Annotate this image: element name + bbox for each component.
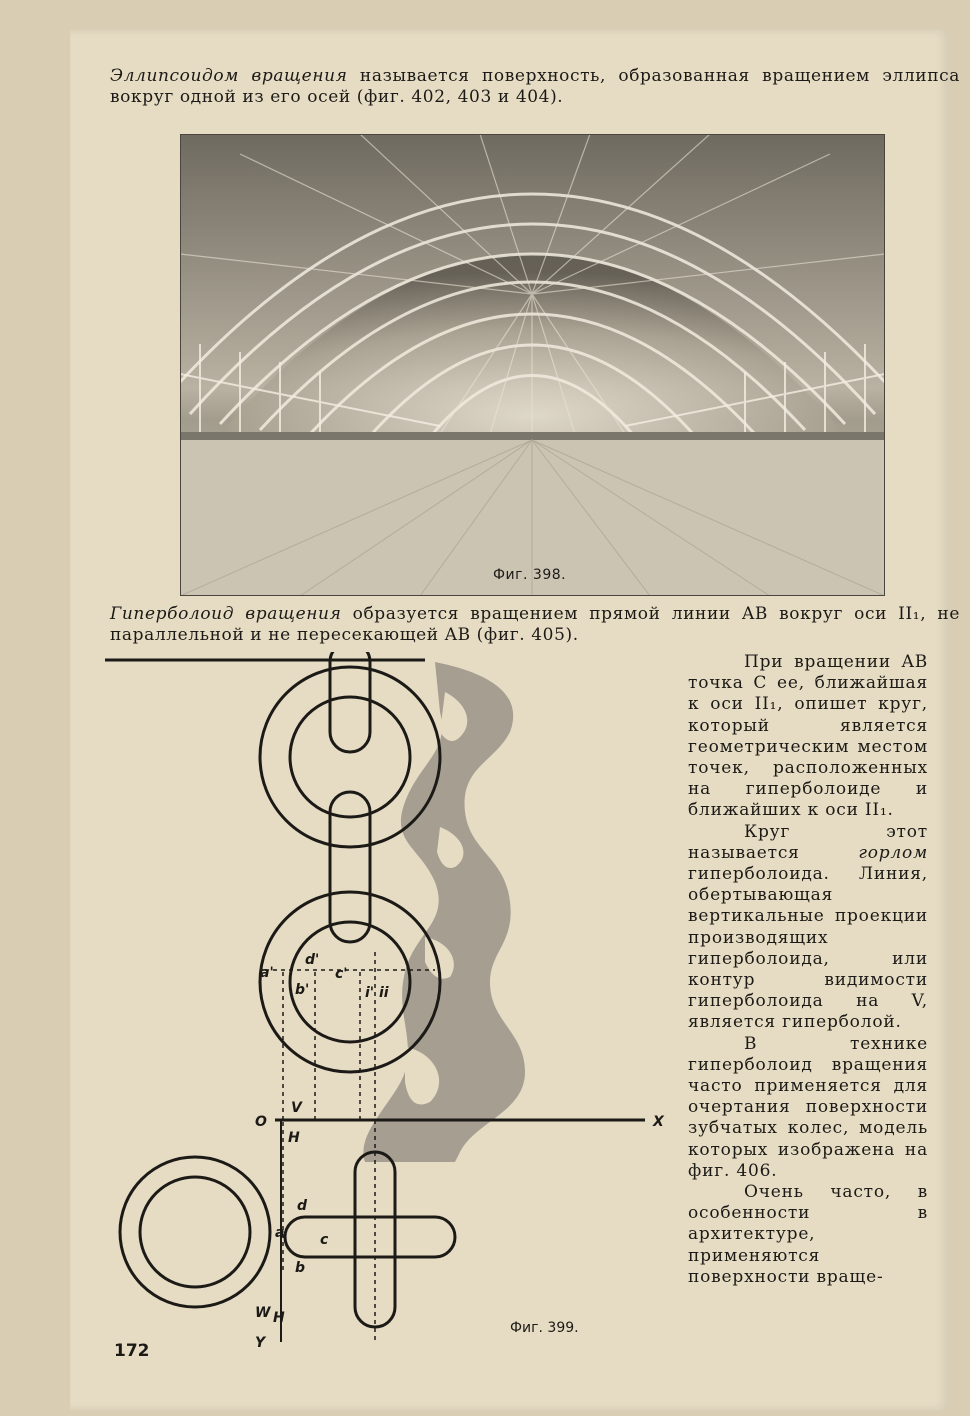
label-b: b	[295, 1260, 306, 1276]
label-y: Y	[255, 1335, 266, 1351]
label-v: V	[291, 1100, 302, 1116]
page-number: 172	[114, 1341, 150, 1361]
label-c-prime: c'	[335, 966, 348, 982]
label-o: O	[255, 1114, 267, 1130]
figure-398-caption: Фиг. 398.	[493, 567, 567, 583]
paragraph-hyperboloid-text: образуется вращением прямой линии AB вокруг оси II₁, не параллельной и не пересекающей AB (фиг. 405).	[110, 604, 960, 645]
book-page	[70, 30, 960, 1410]
figure-398-photo	[180, 134, 885, 596]
figure-399-caption: Фиг. 399.	[510, 1320, 579, 1336]
side-paragraph-2-start: Круг этот называется	[688, 821, 928, 863]
label-c: c	[320, 1232, 329, 1248]
label-h2: H	[273, 1310, 285, 1326]
side-paragraph-4: Очень часто, в особенности в архитектуре, применяются поверхности враще-	[688, 1182, 928, 1287]
side-paragraph-2-end: гиперболоида. Линия, обертывающая вертикальные проекции производящих гиперболоида, или контур видимости гиперболоида на V, является гиперболой.	[688, 864, 928, 1033]
plan-view	[120, 1152, 455, 1327]
side-paragraph-2	[688, 822, 928, 1034]
label-ii: i' ii	[365, 985, 389, 1001]
side-text-column	[688, 652, 928, 1288]
label-d: d	[297, 1198, 308, 1214]
label-a-prime: a'	[260, 965, 274, 981]
gear-tooth-silhouette	[363, 662, 525, 1162]
paragraph-ellipsoid-text: называется поверхность, образованная вращением эллипса вокруг одной из его осей (фиг. 402, 403 и 404).	[110, 66, 960, 107]
figure-399-drawing	[105, 652, 695, 1352]
term-ellipsoid: Эллипсоидом вращения	[110, 66, 348, 86]
label-b-prime: b'	[295, 982, 310, 998]
side-paragraph-1: При вращении AB точка C ее, ближайшая к оси II₁, опишет круг, который является геометрическим местом точек, расположенных на гиперболоиде и ближайших к оси II₁.	[688, 652, 928, 821]
term-gorlo: горлом	[858, 842, 928, 863]
label-w: W	[255, 1305, 271, 1321]
paragraph-ellipsoid	[110, 66, 960, 108]
term-hyperboloid: Гиперболоид вращения	[110, 604, 342, 624]
side-paragraph-3: В технике гиперболоид вращения часто применяется для очертания поверхности зубчатых колес, модель которых изображена на фиг. 406.	[688, 1033, 928, 1181]
label-h: H	[288, 1130, 300, 1146]
label-a: a	[275, 1225, 285, 1241]
paragraph-hyperboloid	[110, 604, 960, 646]
label-x: X	[653, 1114, 664, 1130]
label-d-prime: d'	[305, 952, 320, 968]
